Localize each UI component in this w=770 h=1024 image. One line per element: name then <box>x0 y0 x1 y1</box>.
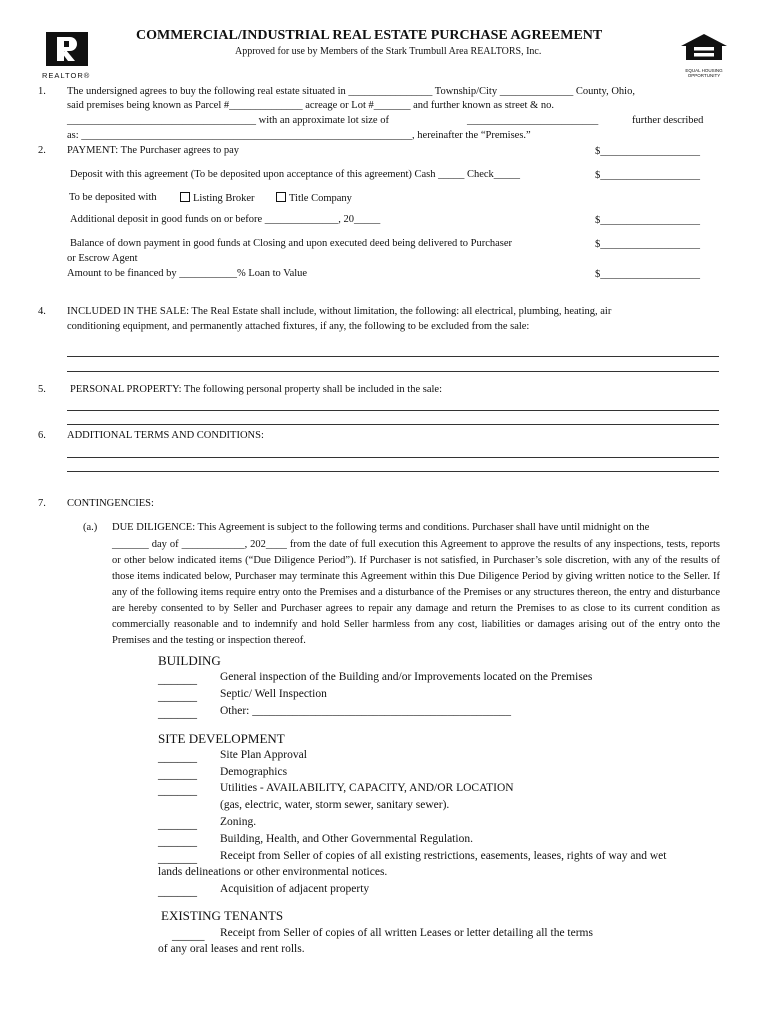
section-1-line3a: ____________________________________ with an approximate lot size of <box>67 115 389 126</box>
listing-broker-checkbox[interactable] <box>180 192 190 202</box>
realtor-r-icon <box>42 31 92 67</box>
site-blank-6[interactable]: ______ <box>158 850 197 865</box>
title-company-checkbox[interactable] <box>276 192 286 202</box>
section-1-line3b: _________________________ <box>467 115 599 126</box>
site-item-6b: lands delineations or other environmental notices. <box>158 866 388 878</box>
site-item-7: Acquisition of adjacent property <box>220 883 370 895</box>
site-blank-3[interactable]: ______ <box>158 782 197 797</box>
payment-label: PAYMENT: The Purchaser agrees to pay <box>67 145 240 156</box>
listing-broker-label: Listing Broker <box>193 193 255 204</box>
tenants-item-1: Receipt from Seller of copies of all written Leases or letter detailing all the terms <box>220 927 593 939</box>
excluded-line-2[interactable] <box>67 371 719 372</box>
payment-amount-line[interactable]: $___________________ <box>595 146 700 157</box>
section-7-text: CONTINGENCIES: <box>67 498 154 509</box>
terms-line-2[interactable] <box>67 471 719 472</box>
additional-amount-line[interactable]: $___________________ <box>595 215 700 226</box>
equal-housing-logo <box>678 32 730 76</box>
site-item-6: Receipt from Seller of copies of all existing restrictions, easements, leases, rights of way and wet <box>220 850 667 862</box>
listing-broker-option[interactable] <box>180 192 255 204</box>
site-item-3: Utilities - AVAILABILITY, CAPACITY, AND/OR LOCATION <box>220 782 514 794</box>
site-heading: SITE DEVELOPMENT <box>158 731 285 746</box>
balance-amount-line[interactable]: $___________________ <box>595 239 700 250</box>
excluded-line-1[interactable] <box>67 356 719 357</box>
realtor-logo-text: REALTOR® <box>42 71 91 80</box>
site-blank-5[interactable]: ______ <box>158 833 197 848</box>
section-1-line3c: further described <box>632 115 704 126</box>
additional-deposit-text: Additional deposit in good funds on or before ______________, 20_____ <box>70 214 381 225</box>
financed-amount-line[interactable]: $___________________ <box>595 269 700 280</box>
deposited-with-label: To be deposited with <box>69 192 157 203</box>
section-6-text: ADDITIONAL TERMS AND CONDITIONS: <box>67 430 264 441</box>
building-blank-1[interactable]: ______ <box>158 671 197 686</box>
building-blank-2[interactable]: ______ <box>158 688 197 703</box>
building-heading: BUILDING <box>158 653 221 668</box>
balance-line2: or Escrow Agent <box>67 253 138 264</box>
financed-text: Amount to be financed by ___________% Loan to Value <box>67 268 308 279</box>
title-company-option[interactable] <box>276 192 352 204</box>
title: COMMERCIAL/INDUSTRIAL REAL ESTATE PURCHASE AGREEMENT <box>136 28 603 43</box>
section-4-number: 4. <box>38 306 46 317</box>
site-blank-4[interactable]: ______ <box>158 816 197 831</box>
section-4-line2: conditioning equipment, and permanently attached fixtures, if any, the following to be excluded from the sale: <box>67 321 530 332</box>
section-2-number: 2. <box>38 145 46 156</box>
section-6-number: 6. <box>38 430 46 441</box>
site-item-5: Building, Health, and Other Governmental Regulation. <box>220 833 473 845</box>
building-item-1: General inspection of the Building and/or Improvements located on the Premises <box>220 671 593 683</box>
site-blank-7[interactable]: ______ <box>158 883 197 898</box>
balance-line1: Balance of down payment in good funds at Closing and upon executed deed being delivered to Purchaser <box>70 238 513 249</box>
section-1-line1: The undersigned agrees to buy the following real estate situated in ________________ Township/City ______________ County, Ohio, <box>67 86 635 97</box>
tenants-heading: EXISTING TENANTS <box>161 908 284 923</box>
section-7-number: 7. <box>38 498 46 509</box>
terms-line-1[interactable] <box>67 457 719 458</box>
due-diligence-label: (a.) <box>83 522 98 533</box>
equal-housing-icon <box>678 32 730 62</box>
site-item-3b: (gas, electric, water, storm sewer, sanitary sewer). <box>220 799 450 811</box>
site-item-2: Demographics <box>220 766 288 778</box>
section-1-line4: as: _______________________________________________________________, hereinafter the “Premises.” <box>67 130 531 141</box>
section-1-number: 1. <box>38 86 46 97</box>
site-item-1: Site Plan Approval <box>220 749 307 761</box>
site-item-4: Zoning. <box>220 816 257 828</box>
deposit-amount-line[interactable]: $___________________ <box>595 170 700 181</box>
building-item-2: Septic/ Well Inspection <box>220 688 327 700</box>
realtor-logo <box>42 31 92 80</box>
tenants-blank-1[interactable]: _____ <box>172 927 205 942</box>
section-4-line1: INCLUDED IN THE SALE: The Real Estate shall include, without limitation, the following: all electrical, plumbing, heating, air <box>67 306 612 317</box>
site-blank-2[interactable]: ______ <box>158 766 197 781</box>
building-item-3: Other: _____________________________________________ <box>220 705 512 717</box>
building-blank-3[interactable]: ______ <box>158 705 197 720</box>
due-diligence-line1: DUE DILIGENCE: This Agreement is subject to the following terms and conditions. Purchaser shall have until midnight on the <box>112 522 650 533</box>
tenants-item-1b: of any oral leases and rent rolls. <box>158 943 305 955</box>
subtitle: Approved for use by Members of the Stark Trumbull Area REALTORS, Inc. <box>235 46 542 57</box>
deposit-text: Deposit with this agreement (To be deposited upon acceptance of this agreement) Cash _____ Check_____ <box>70 169 521 180</box>
site-blank-1[interactable]: ______ <box>158 749 197 764</box>
section-5-text: PERSONAL PROPERTY: The following personal property shall be included in the sale: <box>70 384 442 395</box>
section-5-number: 5. <box>38 384 46 395</box>
equal-housing-text: EQUAL HOUSING OPPORTUNITY <box>685 68 723 78</box>
personal-property-line-2[interactable] <box>67 424 719 425</box>
section-1-line2: said premises being known as Parcel #______________ acreage or Lot #_______ and further known as street & no. <box>67 100 554 111</box>
due-diligence-paragraph: _______ day of ____________, 202____ from the date of full execution this Agreement to approve the results of any inspections, tests, reports or other below indicated items (“Due Diligence Period”). If Purchaser is not satisfied, in Purchaser’s sole discretion, with any of the results of those items indicated below, Purchaser may terminate this Agreement within this Due Diligence Period by giving written notice to the Seller. If any of the following items require entry onto the Premises and a disturbance of the Premises or any structures thereon, the entry and disturbance are hereby consented to by Seller and Purchaser agrees to repair any damage and return the Premises to as close to its current condition as commercially reasonable and to indemnify and hold Seller harmless from any cost, liabilities or damages arising out of the entry onto the Premises and the testing or inspection thereof. <box>112 539 720 646</box>
personal-property-line-1[interactable] <box>67 410 719 411</box>
title-company-label: Title Company <box>289 193 352 204</box>
